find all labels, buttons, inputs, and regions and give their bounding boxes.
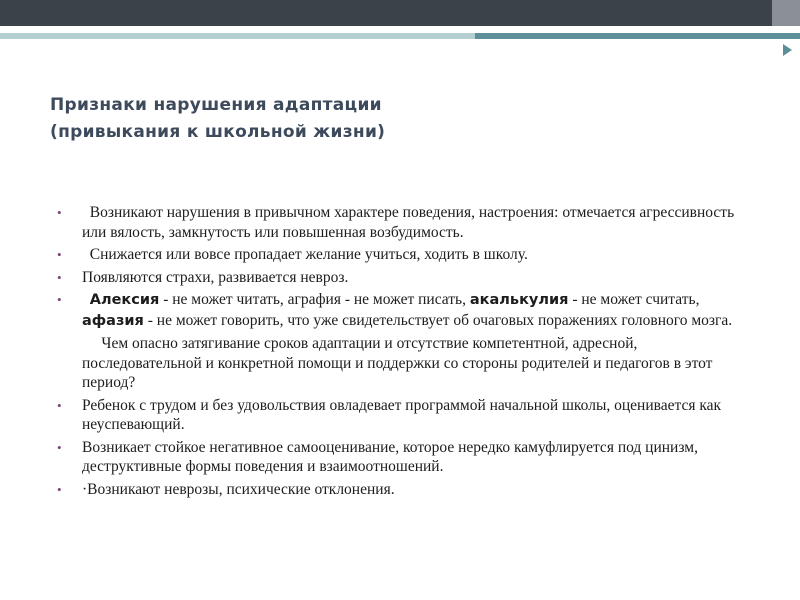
slide-body xyxy=(55,203,755,502)
list-item-lead xyxy=(82,291,90,308)
list-item xyxy=(55,438,755,477)
bullet-icon: • xyxy=(57,205,62,220)
list-item xyxy=(55,290,755,331)
list-item-text: Снижается или вовсе пропадает желание учиться, ходить в школу. xyxy=(82,246,528,263)
slide-accent-line-dark xyxy=(475,33,800,39)
slide-title-line2: (привыкания к школьной жизни) xyxy=(50,122,386,142)
term-acalculia: акалькулия xyxy=(469,292,569,308)
list-item xyxy=(55,268,755,288)
slide-title-line1: Признаки нарушения адаптации xyxy=(50,95,382,115)
list-item xyxy=(55,203,755,242)
list-item-text: - не может считать, xyxy=(568,291,700,308)
bullet-icon: • xyxy=(57,397,62,413)
list-item-text: Возникают нарушения в привычном характере поведения, настроения: отмечается агрессивность или вялость, замкнутость или повышенная возбудимость. xyxy=(82,204,739,241)
bullet-icon: • xyxy=(57,481,62,497)
list-item-text: Чем опасно затягивание сроков адаптации и отсутствие компетентной, адресной, последовательной и конкретной помощи и поддержки со стороны родителей и педагогов в этот период? xyxy=(82,335,717,391)
list-item-text: Появляются страхи, развивается невроз. xyxy=(82,268,349,286)
term-aphasia: афазия xyxy=(82,312,144,329)
list-item-text: Возникает стойкое негативное самооценивание, которое нередко камуфлируется под цинизм, деструктивные формы поведения и взаимоотношений. xyxy=(82,438,702,475)
slide-top-bar-accent xyxy=(772,0,800,26)
bullet-icon: • xyxy=(57,247,62,262)
list-item-text: - не может читать, аграфия - не может писать, xyxy=(159,291,470,308)
list-item-text: - не может говорить, что уже свидетельствует об очаговых поражениях головного мозга. xyxy=(143,311,733,329)
term-alexia: Алексия xyxy=(89,292,160,308)
bullet-icon: • xyxy=(57,269,62,285)
list-item xyxy=(55,480,755,500)
bullet-icon: • xyxy=(57,439,62,455)
list-item-question xyxy=(55,334,755,393)
list-item-text: Ребенок с трудом и без удовольствия овладевает программой начальной школы, оценивается как неуспевающий. xyxy=(82,396,725,433)
list-item xyxy=(55,396,755,435)
slide-top-bar xyxy=(0,0,800,26)
slide-triangle-icon xyxy=(783,44,792,56)
bullet-icon: • xyxy=(57,292,62,307)
slide-title xyxy=(50,92,750,146)
list-item-text: ·Возникают неврозы, психические отклонения. xyxy=(82,480,395,498)
list-item xyxy=(55,245,755,265)
